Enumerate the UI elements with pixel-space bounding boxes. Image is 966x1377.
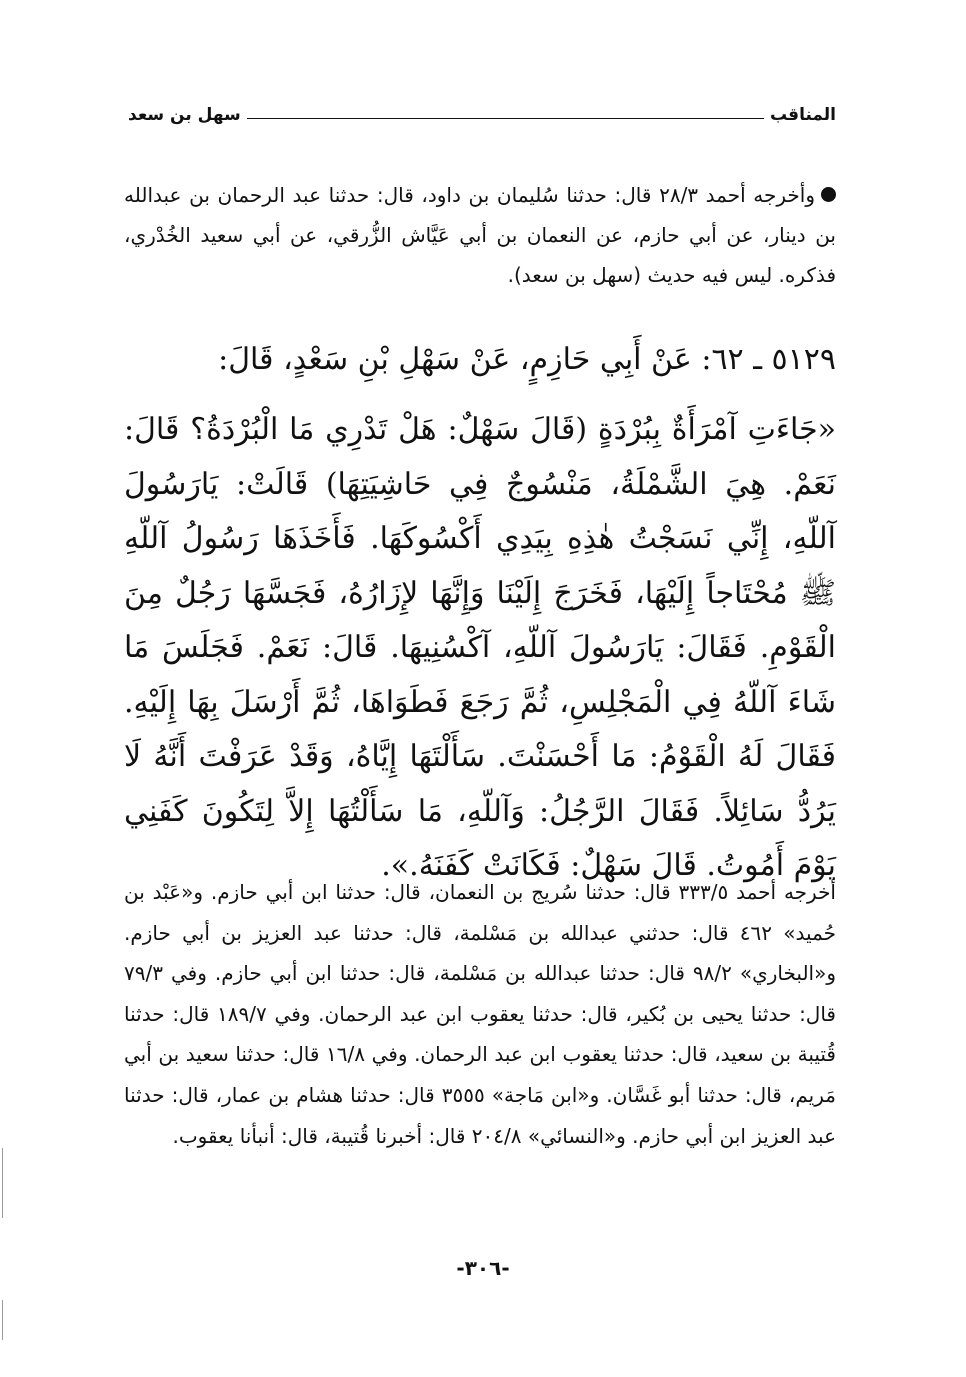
scan-edge-mark [2,1148,3,1218]
hadith-text: «جَاءَتِ آمْرَأَةٌ بِبُرْدَةٍ (قَالَ سَهْلٌ: هَلْ تَدْرِي مَا الْبُرْدَةُ؟ قَالَ: نَعَمْ. هِيَ الشَّمْلَةُ، مَنْسُوجٌ فِي حَاشِيَتِهَا) قَالَتْ: يَارَسُولَ آللّهِ، إِنِّي نَسَجْتُ هٰذِهِ بِيَدِي أَكْسُوكَهَا. فَأَخَذَهَا رَسُولُ آللّهِ ﷺ مُحْتَاجاً إِلَيْهَا، فَخَرَجَ إِلَيْنَا وَإِنَّهَا لإِزَارُهُ، فَجَسَّهَا رَجُلٌ مِنَ الْقَوْمِ. فَقَالَ: يَارَسُولَ آللّهِ، آكْسُنِيهَا. قَالَ: نَعَمْ. فَجَلَسَ مَا شَاءَ آللّهُ فِي الْمَجْلِسِ، ثُمَّ رَجَعَ فَطَوَاهَا، ثُمَّ أَرْسَلَ بِهَا إِلَيْهِ. فَقَالَ لَهُ الْقَوْمُ: مَا أَحْسَنْتَ. سَأَلْتَهَا إِيَّاهُ، وَقَدْ عَرَفْتَ أَنَّهُ لَا يَرُدُّ سَائِلاً. فَقَالَ الرَّجُلُ: وَآللّهِ، مَا سَأَلْتُهَا إِلاَّ لِتَكُونَ كَفَنِي يَوْمَ أَمُوتُ. قَالَ سَهْلٌ: فَكَانَتْ كَفَنَهُ.». [124,412,837,883]
scan-edge-mark [2,1300,3,1340]
header-rule [247,118,764,119]
running-header [128,98,836,132]
page-number: -٣٠٦- [456,1256,510,1280]
hadith-heading: ٥١٢٩ ـ ٦٢: عَنْ أَبِي حَازِمٍ، عَنْ سَهْلِ بْنِ سَعْدٍ، قَالَ: [218,342,836,377]
intro-note [124,175,836,295]
source-footnote: أخرجه أحمد ٣٣٣/٥ قال: حدثنا سُريج بن النعمان، قال: حدثنا ابن أبي حازم. و«عَبْد بن حُميد» ٤٦٢ قال: حدثني عبدالله بن مَسْلمة، قال: حدثنا عبد العزيز بن أبي حازم. و«البخاري» ٩٨/٢ قال: حدثنا عبدالله بن مَسْلمة، قال: حدثنا ابن أبي حازم. وفي ٧٩/٣ قال: حدثنا يحيى بن بُكير، قال: حدثنا يعقوب ابن عبد الرحمان. وفي ١٨٩/٧ قال: حدثنا قُتيبة بن سعيد، قال: حدثنا يعقوب ابن عبد الرحمان. وفي ١٦/٨ قال: حدثنا سعيد بن أبي مَريم، قال: حدثنا أبو غَسَّان. و«ابن مَاجة» ٣٥٥٥ قال: حدثنا هشام بن عمار، قال: حدثنا عبد العزيز ابن أبي حازم. و«النسائي» ٢٠٤/٨ قال: أخبرنا قُتيبة، قال: أنبأنا يعقوب. [124,880,836,1148]
bullet-icon [821,187,836,202]
intro-text: وأخرجه أحمد ٢٨/٣ قال: حدثنا سُليمان بن داود، قال: حدثنا عبد الرحمان بن عبدالله بن دينار، عن أبي حازم، عن النعمان بن أبي عَيَّاش الزُّرقي، عن أبي سعيد الخُدْري، فذكره. ليس فيه حديث (سهل بن سعد). [124,183,836,287]
header-subject-title: سهل بن سعد [128,105,241,125]
header-section-title: المناقب [769,105,836,125]
